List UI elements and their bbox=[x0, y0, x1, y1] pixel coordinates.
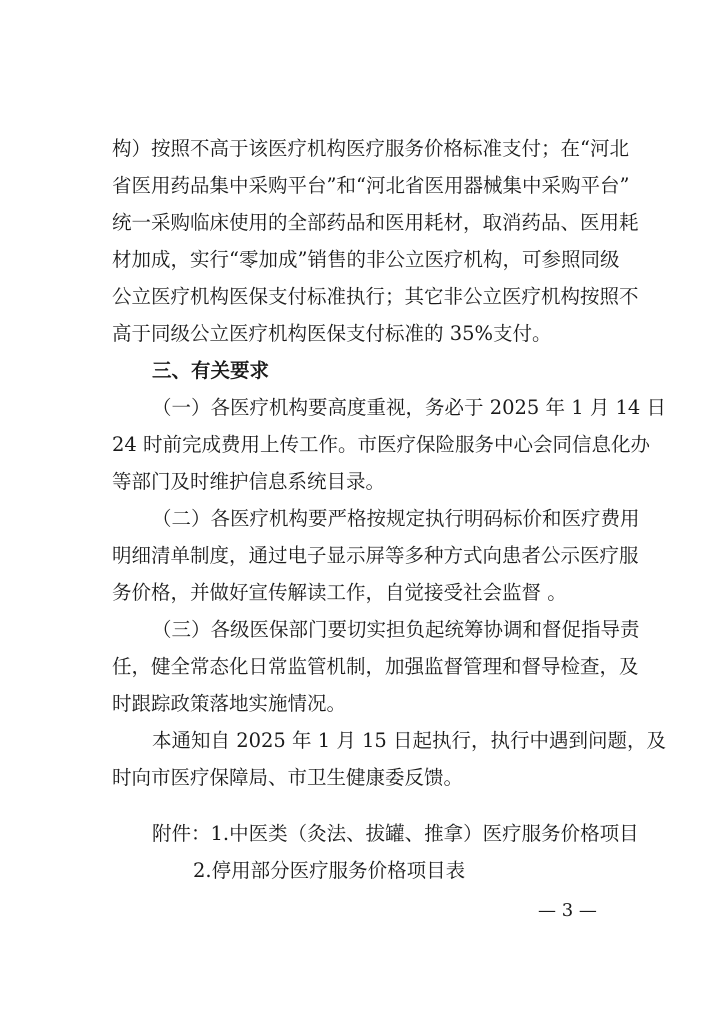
paragraph-line: 材加成，实行“零加成”销售的非公立医疗机构，可参照同级 bbox=[112, 248, 620, 271]
requirement-item-2-line: 明细清单制度，通过电子显示屏等多种方式向患者公示医疗服 bbox=[112, 544, 639, 567]
requirement-item-1-line: 等部门及时维护信息系统目录。 bbox=[112, 470, 386, 493]
requirement-item-2-line: （二）各医疗机构要严格按规定执行明码标价和医疗费用 bbox=[152, 507, 640, 530]
effective-notice-line: 本通知自 2025 年 1 月 15 日起执行，执行中遇到问题，及 bbox=[152, 729, 667, 752]
requirement-item-3-line: （三）各级医保部门要切实担负起统筹协调和督促指导责 bbox=[152, 618, 640, 641]
page-number: — 3 — bbox=[538, 900, 597, 921]
requirement-item-3-line: 任，健全常态化日常监管机制，加强监督管理和督导检查，及 bbox=[112, 655, 639, 678]
paragraph-line: 构）按照不高于该医疗机构医疗服务价格标准支付；在“河北 bbox=[112, 137, 629, 160]
requirement-item-3-line: 时跟踪政策落地实施情况。 bbox=[112, 692, 347, 715]
requirement-item-1-line: （一）各医疗机构要高度重视，务必于 2025 年 1 月 14 日 bbox=[152, 396, 667, 419]
paragraph-line: 公立医疗机构医保支付标准执行；其它非公立医疗机构按照不 bbox=[112, 285, 639, 308]
requirement-item-2-line: 务价格，并做好宣传解读工作，自觉接受社会监督 。 bbox=[112, 581, 567, 604]
attachment-line-1: 附件：1.中医类（灸法、拔罐、推拿）医疗服务价格项目 bbox=[152, 822, 639, 845]
requirement-item-1-line: 24 时前完成费用上传工作。市医疗保险服务中心会同信息化办 bbox=[112, 433, 651, 456]
paragraph-line: 统一采购临床使用的全部药品和医用耗材，取消药品、医用耗 bbox=[112, 211, 639, 234]
section-heading: 三、有关要求 bbox=[152, 359, 270, 382]
attachment-line-2: 2.停用部分医疗服务价格项目表 bbox=[193, 859, 466, 882]
effective-notice-line: 时向市医疗保障局、市卫生健康委反馈。 bbox=[112, 766, 464, 789]
paragraph-line: 高于同级公立医疗机构医保支付标准的 35%支付。 bbox=[112, 322, 552, 345]
paragraph-line: 省医用药品集中采购平台”和“河北省医用器械集中采购平台” bbox=[112, 174, 630, 197]
